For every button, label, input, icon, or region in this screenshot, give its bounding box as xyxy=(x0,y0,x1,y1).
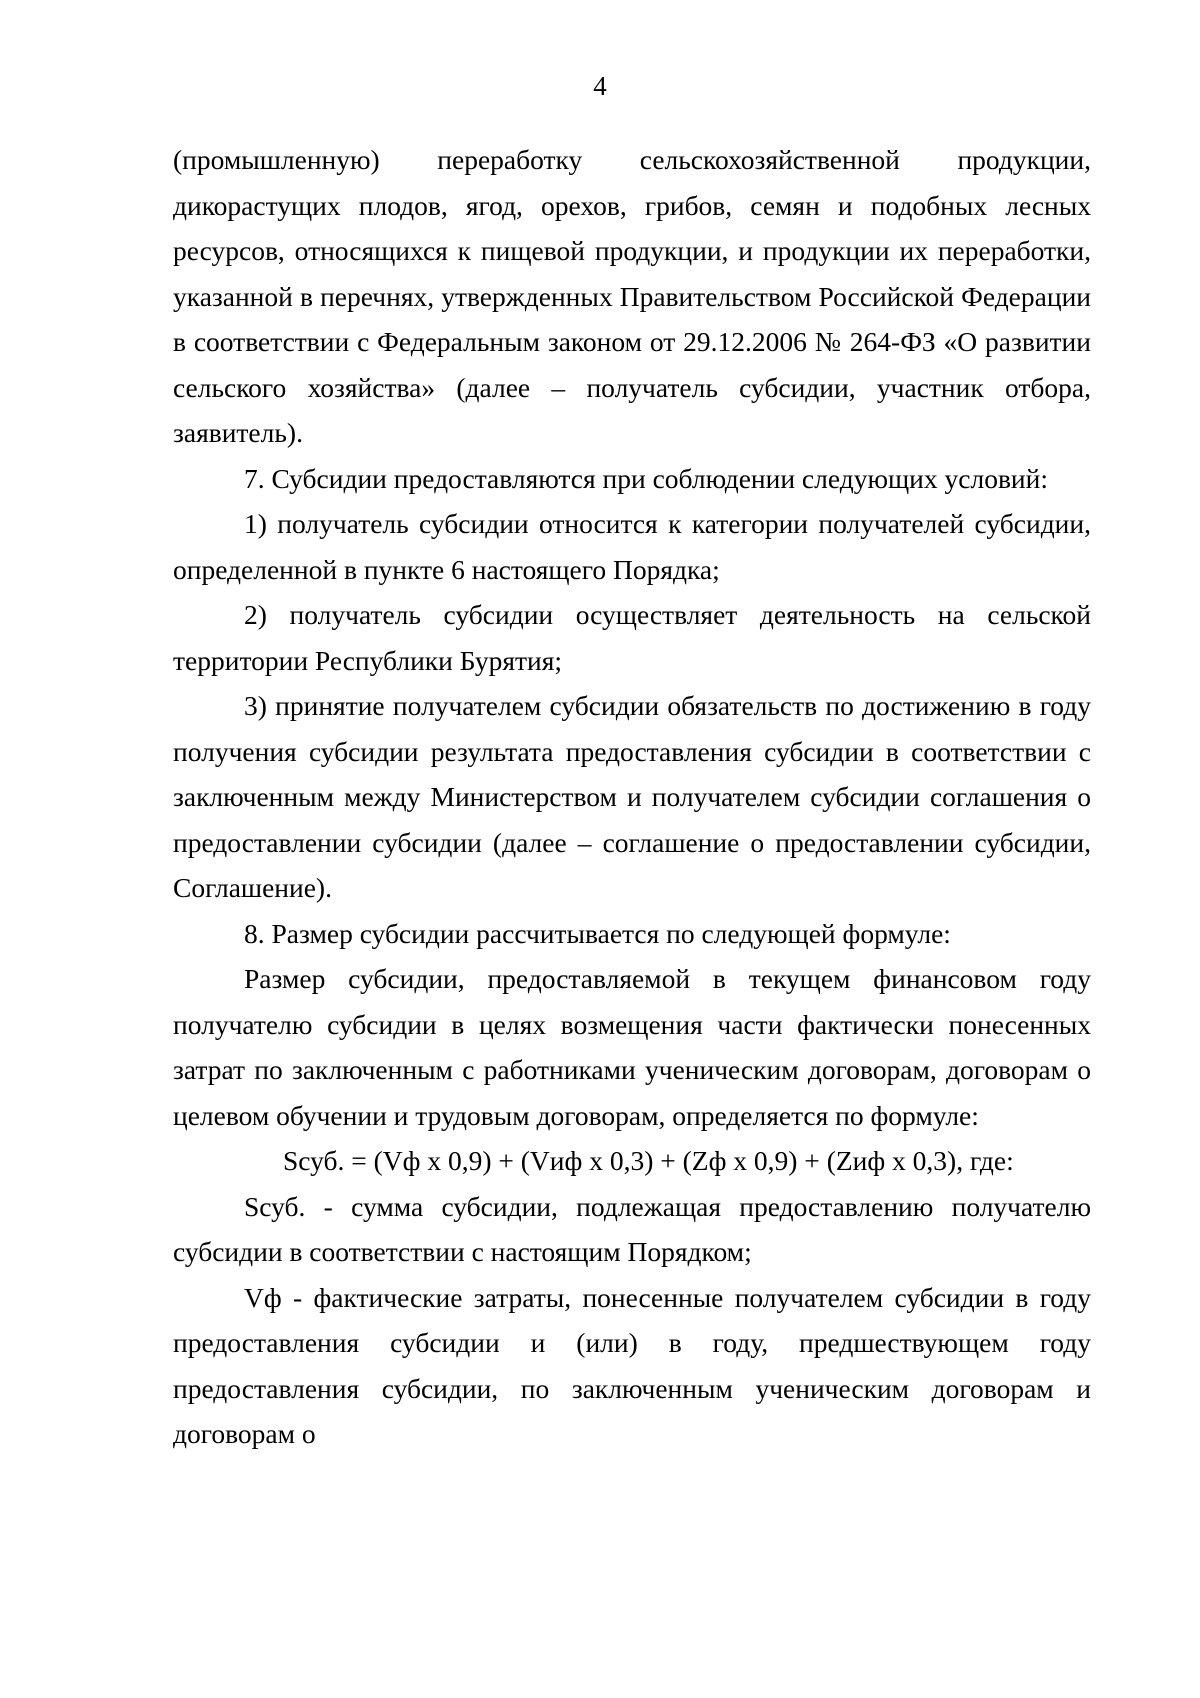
subsidy-formula: Sсуб. = (Vф x 0,9) + (Vиф x 0,3) + (Zф x 0,9) + (Zиф x 0,3), где: xyxy=(283,1145,1014,1176)
paragraph-clause-7: 7. Субсидии предоставляются при соблюдении следующих условий: xyxy=(244,462,1048,494)
paragraph-subsidy-size: Размер субсидии, предоставляемой в текущем финансовом году получателю субсидии в целях возмещения части фактически понесенных затрат по заключенным с работниками ученическим договорам, договорам о целевом обучении и трудовым договорам, определяется по формуле: xyxy=(173,963,1091,1131)
paragraph-clause-8: 8. Размер субсидии рассчитывается по следующей формуле: xyxy=(244,917,951,949)
paragraph-definition-ssub: Sсуб. - сумма субсидии, подлежащая предоставлению получателю субсидии в соответствии с настоящим Порядком; xyxy=(173,1190,1091,1267)
document-body xyxy=(173,137,1091,1457)
paragraph-condition-1: 1) получатель субсидии относится к категории получателей субсидии, определенной в пункте 6 настоящего Порядка; xyxy=(173,508,1091,585)
paragraph-definition-vf: Vф - фактические затраты, понесенные получателем субсидии в году предоставления субсидии и (или) в году, предшествующем году предоставления субсидии, по заключенным ученическим договорам и договорам о xyxy=(173,1281,1091,1449)
paragraph-recipient-definition: (промышленную) переработку сельскохозяйственной продукции, дикорастущих плодов, ягод, орехов, грибов, семян и подобных лесных ресурсов, относящихся к пищевой продукции, и продукции их переработки, указанной в перечнях, утвержденных Правительством Российской Федерации в соответствии с Федеральным законом от 29.12.2006 № 264-ФЗ «О развитии сельского хозяйства» (далее – получатель субсидии, участник отбора, заявитель). xyxy=(173,144,1091,448)
paragraph-condition-3: 3) принятие получателем субсидии обязательств по достижению в году получения субсидии результата предоставления субсидии в соответствии с заключенным между Министерством и получателем субсидии соглашения о предоставлении субсидии (далее – соглашение о предоставлении субсидии, Соглашение). xyxy=(173,690,1091,903)
paragraph-condition-2: 2) получатель субсидии осуществляет деятельность на сельской территории Республики Бурятия; xyxy=(173,599,1091,676)
page-number: 4 xyxy=(593,71,607,101)
